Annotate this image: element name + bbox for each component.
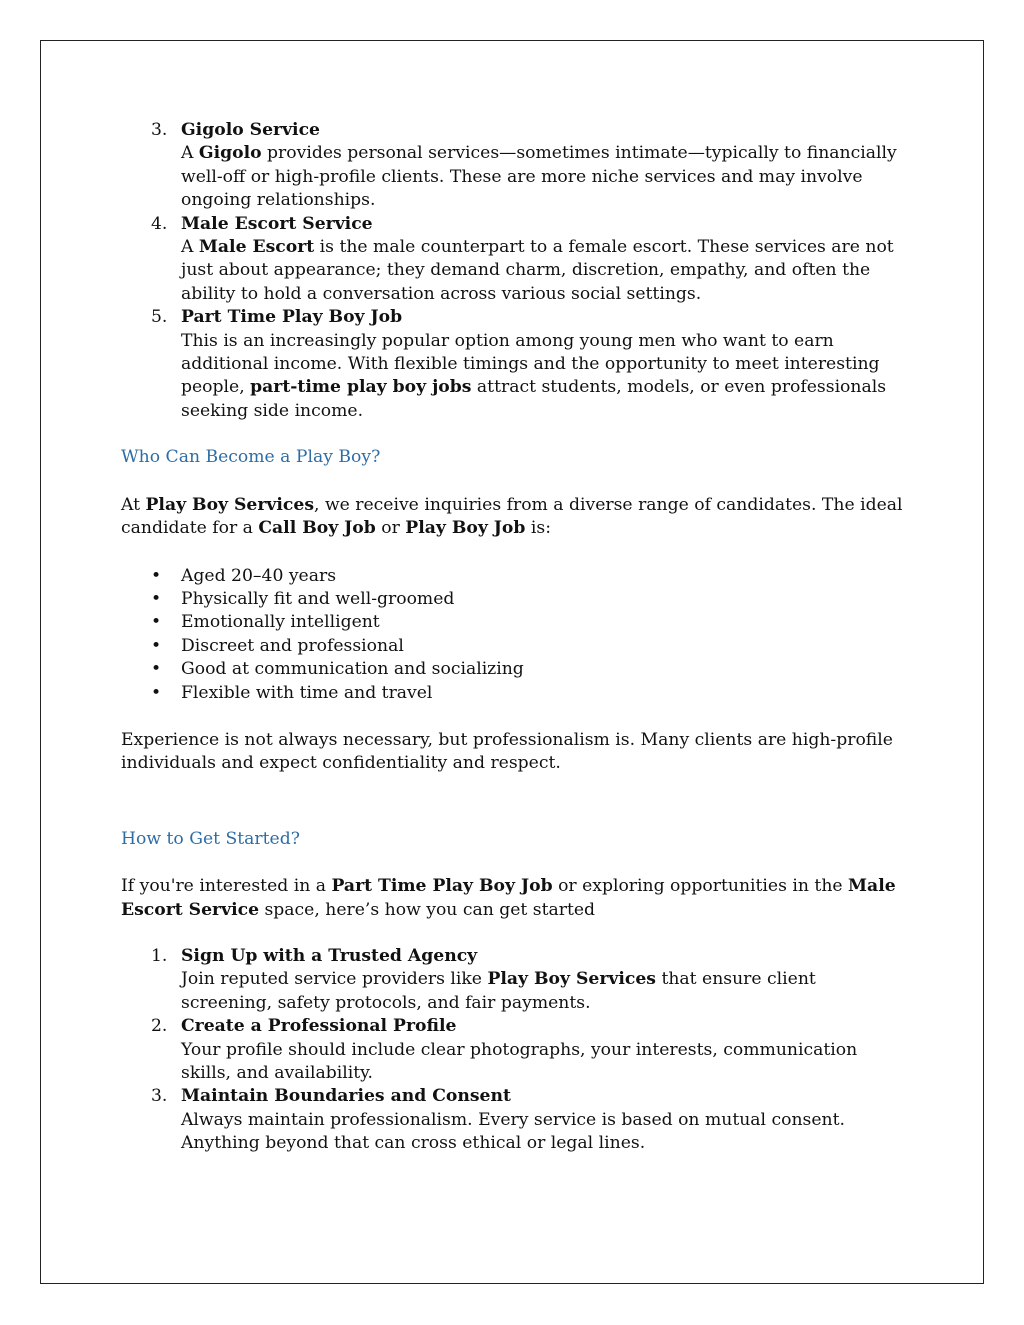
list-item <box>121 213 911 307</box>
text-run: Join reputed service providers like <box>181 969 488 990</box>
list-item-title: Male Escort Service <box>181 213 373 234</box>
list-item-title: Sign Up with a Trusted Agency <box>181 945 478 966</box>
bold-text: Call Boy Job <box>258 518 376 539</box>
bullet-text: Physically fit and well-groomed <box>181 588 455 609</box>
list-item <box>121 306 911 423</box>
bold-text: Play Boy Services <box>145 494 315 515</box>
list-item-description <box>181 142 911 212</box>
bullet-item <box>121 635 911 658</box>
text-run: A <box>181 237 199 258</box>
document-body <box>121 119 911 1156</box>
bullet-item <box>121 588 911 611</box>
text-run: is: <box>525 518 551 539</box>
text-run: that ensure client screening, safety protocols, and fair payments. <box>181 969 816 1013</box>
candidate-criteria-list <box>121 565 911 705</box>
list-item <box>121 945 911 1015</box>
bullet-icon: • <box>151 635 162 656</box>
list-number: 1. <box>151 945 168 966</box>
list-item-description <box>181 330 911 424</box>
section-heading-get-started: How to Get Started? <box>121 828 300 849</box>
bullet-icon: • <box>151 659 162 680</box>
text-run: is the male counterpart to a female escort. These services are not just about appearance; they demand charm, discretion, empathy, and often the ability to hold a conversation across various social settings. <box>181 237 894 304</box>
text-run: Always maintain professionalism. Every service is based on mutual consent. Anything beyond that can cross ethical or legal lines. <box>181 1109 845 1154</box>
list-item-title: Create a Professional Profile <box>181 1016 457 1037</box>
bullet-text: Discreet and professional <box>181 635 404 656</box>
bullet-icon: • <box>151 565 162 586</box>
bullet-icon: • <box>151 682 162 703</box>
list-number: 2. <box>151 1016 168 1037</box>
text-run: attract students, models, or even professionals seeking side income. <box>181 377 887 421</box>
bold-text: Part Time Play Boy Job <box>331 876 553 897</box>
text-run: At <box>121 494 146 515</box>
text-run: If you're interested in a <box>121 876 332 897</box>
bullet-text: Aged 20–40 years <box>181 565 337 586</box>
bullet-text: Flexible with time and travel <box>181 682 433 703</box>
bold-text: Male Escort <box>198 237 315 258</box>
list-number: 3. <box>151 1086 168 1107</box>
list-number: 5. <box>151 307 168 328</box>
steps-list <box>121 945 911 1156</box>
text-run: A <box>181 143 199 164</box>
list-item-description <box>181 1109 911 1156</box>
list-item-title: Gigolo Service <box>181 120 320 140</box>
list-item-description <box>181 1039 911 1086</box>
get-started-paragraph <box>121 875 911 922</box>
list-item <box>121 1015 911 1085</box>
list-item-description <box>181 968 911 1015</box>
list-item <box>121 1085 911 1155</box>
bold-text: Play Boy Job <box>405 518 526 539</box>
bullet-item <box>121 658 911 681</box>
bullet-text: Emotionally intelligent <box>181 612 380 633</box>
bullet-item <box>121 682 911 705</box>
bold-text: part-time play boy jobs <box>250 377 472 398</box>
text-run: Your profile should include clear photographs, your interests, communication skills, and availability. <box>181 1039 858 1083</box>
list-number: 4. <box>151 213 168 234</box>
text-run: , we receive inquiries from a diverse range of candidates. The ideal candidate for a <box>121 494 903 539</box>
text-run: space, here’s how you can get started <box>259 899 596 920</box>
text-run: This is an increasingly popular option among young men who want to earn additional income. With flexible timings and the opportunity to meet interesting people, <box>181 330 880 398</box>
bold-text: Play Boy Services <box>487 969 656 990</box>
list-item <box>121 119 911 213</box>
text-run: or exploring opportunities in the <box>552 876 849 897</box>
bullet-item <box>121 611 911 634</box>
services-list <box>121 119 911 423</box>
bold-text: Gigolo <box>198 143 262 164</box>
bullet-icon: • <box>151 612 162 633</box>
section-heading-who-can-become: Who Can Become a Play Boy? <box>121 447 381 468</box>
bullet-icon: • <box>151 588 162 609</box>
text-run: provides personal services—sometimes intimate—typically to financially well-off or high-profile clients. These are more niche services and may involve ongoing relationships. <box>181 143 897 211</box>
bold-text: Male Escort Service <box>121 876 896 920</box>
list-item-title: Maintain Boundaries and Consent <box>181 1086 511 1107</box>
experience-paragraph: Experience is not always necessary, but professionalism is. Many clients are high-profile individuals and expect confidentiality and respect. <box>121 729 893 774</box>
bullet-item <box>121 565 911 588</box>
list-number: 3. <box>151 120 168 140</box>
list-item-title: Part Time Play Boy Job <box>181 307 403 328</box>
intro-paragraph <box>121 494 911 541</box>
text-run: or <box>375 518 406 539</box>
bullet-text: Good at communication and socializing <box>181 659 524 680</box>
list-item-description <box>181 236 911 306</box>
